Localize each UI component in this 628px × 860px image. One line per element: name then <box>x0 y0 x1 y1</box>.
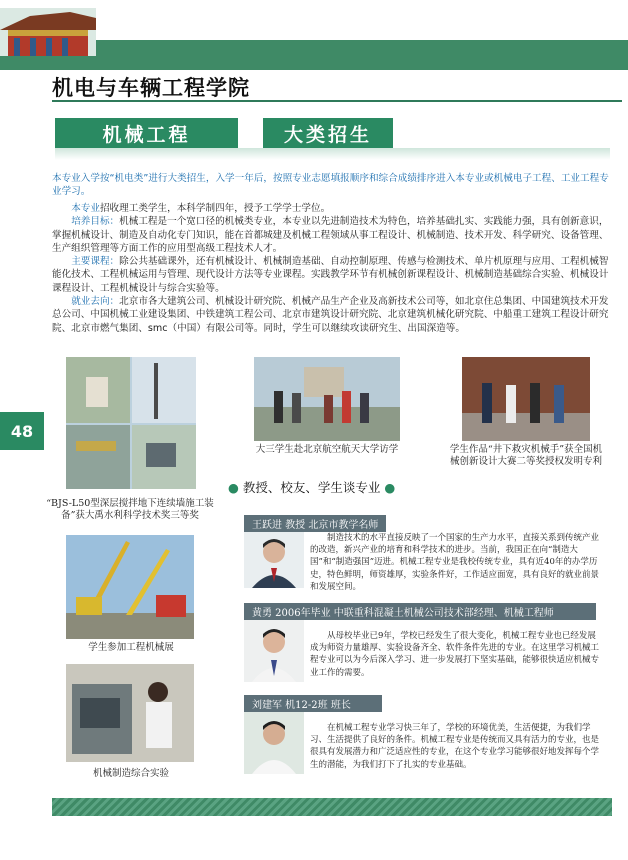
bullet-dot-icon: ● <box>228 480 239 495</box>
alumnus-portrait <box>244 620 304 682</box>
detail-label: 主要课程： <box>71 256 120 268</box>
bullet-dot-icon: ● <box>384 480 396 495</box>
testimonial-text-alumnus: 从母校毕业已9年，学校已经发生了很大变化，机械工程专业也已经发展成为师资力量雄厚、实验设备齐全、软件条件先进的专业。在这里学习机械工程专业可以为今后深入学习、进一步发展打下坚实基础，能够很快适应机械专业工作的需要。 <box>310 631 600 678</box>
testimonial-header-student: 刘建军 机12-2班 班长 <box>244 695 382 712</box>
detail-text: 机械工程是一个宽口径的机械类专业，本专业以先进制造技术为特色，培养基础扎实、实践能力强，具有创新意识，掌握机械设计、制造及自动化专门知识，能在首都城建及机械工程领域从事工程设计、机械制造、技术开发、科学研究、设备管理、生产组织管理等方面工作的应用型高级工程技术人才。 <box>52 216 609 254</box>
detail-text: 招收理工类学生，本科学制四年，授予工学学士学位。 <box>99 203 331 214</box>
section-talk-title <box>228 478 395 496</box>
students-visit-photo <box>254 357 400 441</box>
section-talk-text: 教授、校友、学生谈专业 <box>242 480 381 495</box>
caption-students-visit: 大三学生赴北京航空航天大学访学 <box>255 444 399 455</box>
detail-text: 北京市各大建筑公司、机械设计研究院、机械产品生产企业及高新技术公司等，如北京住总集团、中国建筑技术开发总公司、中国机械工业建设集团、中铁建筑工程公司、北京市建筑设计研究院、北京建筑机械化研究院、中船重工建筑工程设计研究院、北京市燃气集团、smc（中国）有限公司等。同时，学生可以继续攻读研究生、出国深造等。 <box>52 296 609 334</box>
caption-construction: “BJS-L50型深层搅拌地下连续墙施工装备”获大禹水利科学技术奖三等奖 <box>46 498 214 521</box>
award-students-photo <box>462 357 590 441</box>
detail-employment <box>52 295 618 335</box>
testimonial-text-professor: 制造技术的水平直接反映了一个国家的生产力水平，直接关系到传统产业的改造，新兴产业的培育和科学技术的进步。当前，我国正在向“制造大国”和“制造强国”迈进。机械工程专业是我校传统专业，具有近40年的办学历史，特色鲜明，师资雄厚，实验条件好，工作适应面宽，具有良好的就业前景和发展空间。 <box>310 533 600 592</box>
detail-label: 本专业 <box>71 203 100 214</box>
detail-courses <box>52 255 618 295</box>
admission-section-header: 大类招生 <box>263 118 393 148</box>
detail-text: 除公共基础课外，还有机械设计、机械制造基础、自动控制原理、传感与检测技术、单片机原理与应用、工程机械智能化技术、工程机械运用与管理、现代设计方法等专业课程。实践教学环节有机械创新课程设计、机械制造基础综合实验、机械设计课程设计、工程机械设计与综合实验等。 <box>52 256 609 294</box>
caption-lab: 机械制造综合实验 <box>92 768 169 779</box>
testimonial-header-professor: 王跃进 教授 北京市教学名师 <box>244 515 386 532</box>
testimonial-header-alumnus: 黄勇 2006年毕业 中联重科混凝土机械公司技术部经理、机械工程师 <box>244 603 596 620</box>
detail-label: 就业去向： <box>71 296 120 308</box>
caption-award: 学生作品“井下救灾机械手”获全国机械创新设计大赛二等奖授权发明专利 <box>449 444 603 467</box>
manufacturing-lab-photo <box>66 664 194 762</box>
detail-label: 培养目标： <box>71 216 120 228</box>
intro-paragraph: 本专业入学按“机电类”进行大类招生，入学一年后，按照专业志愿填报顺序和综合成绩排序进入本专业或机械电子工程、工业工程专业学习。 <box>52 173 609 198</box>
construction-equipment-photo <box>66 357 196 489</box>
page-number: 48 <box>0 412 44 450</box>
palace-roof-image <box>0 8 96 70</box>
page-title: 机电与车辆工程学院 <box>52 76 250 100</box>
detail-paragraphs <box>52 202 618 335</box>
detail-enrollment <box>52 202 618 215</box>
caption-expo: 学生参加工程机械展 <box>88 642 174 653</box>
bottom-decorative-band <box>52 798 612 816</box>
testimonial-text-student: 在机械工程专业学习快三年了，学校的环境优美，生活便捷，为我们学习、生活提供了良好的条件。机械工程专业是传统而又具有活力的专业，也是很具有发展潜力和广泛适应性的专业，在这个专业学习能够很好地发挥每个学生的潜能，为我们打下了扎实的专业基础。 <box>310 723 600 770</box>
title-divider <box>52 100 622 102</box>
student-portrait <box>244 712 304 774</box>
detail-objective <box>52 215 618 255</box>
professor-portrait <box>244 532 304 588</box>
machinery-expo-photo <box>66 535 194 639</box>
header-shade <box>55 148 610 160</box>
major-section-header: 机械工程 <box>55 118 238 148</box>
